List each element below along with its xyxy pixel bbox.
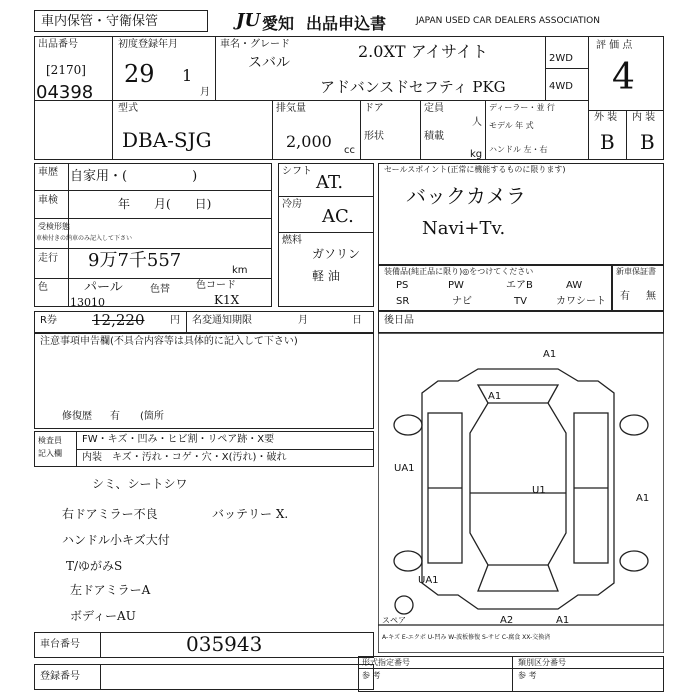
note-line-4: T/ゆがみS bbox=[66, 559, 123, 573]
equip-aw: AW bbox=[566, 280, 583, 291]
make-name: スバル bbox=[248, 55, 290, 71]
insurance-no: 無 bbox=[646, 291, 656, 302]
reg-month-unit: 月 bbox=[200, 87, 210, 98]
equip-navi: ナビ bbox=[452, 296, 472, 307]
color-code-label: 色コード bbox=[196, 280, 236, 291]
ext-grade: B bbox=[600, 130, 615, 154]
equip-airbag: エアB bbox=[506, 280, 533, 291]
selling-grid bbox=[378, 163, 664, 265]
load-label: 積載 bbox=[424, 131, 444, 142]
form-title: 出品申込書 bbox=[306, 14, 387, 33]
ac-value: AC. bbox=[322, 206, 354, 227]
diagram-label-a1-top: A1 bbox=[543, 349, 557, 360]
footer-ref-left: 参 考 bbox=[362, 671, 381, 680]
fuel-gasoline: ガソリン bbox=[312, 247, 361, 261]
registration-label: 登録番号 bbox=[40, 671, 80, 682]
color-value: パール bbox=[84, 280, 123, 295]
battery-note: バッテリー X. bbox=[212, 507, 289, 521]
back-label: 後日品 bbox=[384, 315, 414, 326]
chassis-value: 035943 bbox=[186, 632, 263, 656]
ext-label: 外 装 bbox=[594, 112, 618, 123]
inspection-label: 車検 bbox=[38, 195, 58, 206]
mileage-unit: km bbox=[232, 265, 248, 276]
insurance-yes: 有 bbox=[620, 291, 630, 302]
displacement-label: 排気量 bbox=[276, 103, 306, 114]
diagram-legend: A-キズ E-エクボ U-凹み W-波板修復 S-サビ C-腐食 XX-交換済 bbox=[382, 634, 551, 641]
type-value: DBA-SJG bbox=[122, 128, 212, 152]
diagram-label-a2: A2 bbox=[500, 615, 514, 626]
history-label: 車歴 bbox=[38, 167, 58, 178]
footer-ref-right: 参 考 bbox=[518, 671, 537, 680]
grade-name: 2.0XT アイサイト bbox=[358, 42, 489, 61]
int-label: 内 装 bbox=[632, 112, 656, 123]
inspection-value: 年 月( 日) bbox=[118, 197, 212, 211]
load-unit: kg bbox=[470, 149, 483, 160]
diagram-label-a1-right: A1 bbox=[636, 493, 650, 504]
repair-place: (箇所 bbox=[140, 411, 164, 422]
inspector-row2: キズ・汚れ・コゲ・穴・X(汚れ)・破れ bbox=[112, 452, 287, 463]
diagram-label-a1-front: A1 bbox=[488, 391, 502, 402]
chassis-label: 車台番号 bbox=[40, 639, 80, 650]
form-subtitle: JAPAN USED CAR DEALERS ASSOCIATION bbox=[416, 16, 600, 26]
dealer-label: ディーラー・並 行 bbox=[489, 103, 555, 112]
note-line-5: 左ドアミラーA bbox=[70, 583, 151, 597]
inspector-label: 検査員 記入欄 bbox=[38, 436, 62, 458]
inspector-row1: FW・キズ・凹み・ヒビ割・リペア跡・X要 bbox=[82, 434, 275, 445]
grade-name-2: アドバンスドセフティ PKG bbox=[320, 78, 506, 96]
capacity-label: 定員 bbox=[424, 103, 444, 114]
history-value: 自家用・( ) bbox=[70, 169, 198, 184]
repair-value: 有 bbox=[110, 411, 120, 422]
diagram-label-ua1-left: UA1 bbox=[394, 463, 415, 474]
recycle-unit: 円 bbox=[170, 315, 180, 326]
selling-line1: バックカメラ bbox=[406, 184, 526, 208]
selling-label: セールスポイント(正常に機能するものに限ります) bbox=[384, 165, 566, 174]
displacement-value: 2,000 bbox=[286, 132, 332, 151]
storage-banner-text: 車内保管・守衛保管 bbox=[41, 14, 159, 29]
equipment-label: 装備品(純正品に限り)◎をつけてください bbox=[384, 267, 534, 276]
receipt-label: 受検形態 bbox=[38, 222, 70, 231]
door-label: ドア bbox=[364, 103, 384, 114]
note-line-1: シミ、シートシワ bbox=[92, 477, 188, 491]
diagram-label-ua1-rear: UA1 bbox=[418, 575, 439, 586]
type-label: 型式 bbox=[118, 103, 138, 114]
equip-leather: カワシート bbox=[556, 296, 606, 307]
org-name: 愛知 bbox=[262, 14, 295, 33]
registration-grid bbox=[34, 664, 374, 690]
notes-label: 注意事項申告欄(不具合内容等は具体的に記入して下さい) bbox=[40, 336, 298, 347]
lot-sub: [2170] bbox=[46, 63, 86, 77]
diagram-label-a1-rear: A1 bbox=[556, 615, 570, 626]
storage-banner bbox=[34, 10, 208, 32]
color-code: K1X bbox=[214, 293, 240, 307]
ju-logo: JU bbox=[236, 10, 261, 31]
ac-label: 冷房 bbox=[282, 199, 302, 210]
note-line-6: ボディーAU bbox=[70, 609, 136, 623]
model-year-label: モデル 年 式 bbox=[489, 121, 534, 130]
color-label: 色 bbox=[38, 282, 48, 293]
footer-type-label: 形式指定番号 bbox=[362, 658, 410, 667]
name-change-day: 日 bbox=[352, 315, 362, 326]
selling-line2: Navi+Tv. bbox=[422, 218, 506, 239]
name-change-month: 月 bbox=[298, 315, 308, 326]
repair-label: 修復歴 bbox=[62, 411, 92, 422]
shift-label: シフト bbox=[282, 166, 312, 177]
lot-number: 04398 bbox=[36, 82, 94, 103]
fuel-label: 燃料 bbox=[282, 235, 302, 246]
reg-year: 29 bbox=[124, 60, 155, 88]
score-value: 4 bbox=[612, 57, 635, 98]
name-change-label: 名変通知期限 bbox=[192, 315, 252, 326]
fuel-diesel: 軽 油 bbox=[312, 269, 340, 283]
back-grid bbox=[378, 311, 664, 333]
model-label: 車名・グレード bbox=[220, 39, 290, 50]
mileage-label: 走行 bbox=[38, 253, 58, 264]
displacement-unit: cc bbox=[344, 145, 355, 156]
diagram-label-spare: スペア bbox=[382, 616, 406, 625]
drive-4wd: 4WD bbox=[549, 81, 573, 92]
int-grade: B bbox=[640, 130, 655, 154]
shape-label: 形状 bbox=[364, 131, 384, 142]
shift-value: AT. bbox=[316, 172, 344, 193]
mileage-value: 9万7千557 bbox=[88, 250, 182, 271]
inspector-row2-label: 内装 bbox=[82, 452, 102, 463]
footer-class-label: 類別区分番号 bbox=[518, 658, 566, 667]
lot-label: 出品番号 bbox=[38, 39, 78, 50]
insurance-label: 新車保証書 bbox=[616, 267, 656, 276]
receipt-note: 車検付きの納車のみ記入して下さい bbox=[36, 235, 133, 242]
reg-month: 1 bbox=[182, 66, 193, 85]
color-swap-label: 色替 bbox=[150, 284, 170, 295]
score-label: 評 価 点 bbox=[596, 40, 633, 51]
recycle-label: R券 bbox=[40, 315, 57, 326]
equip-pw: PW bbox=[448, 280, 464, 291]
color-code-note: 13010 bbox=[70, 296, 105, 309]
equip-tv: TV bbox=[514, 296, 527, 307]
note-line-3: ハンドル小キズ大付 bbox=[62, 533, 170, 547]
equip-ps: PS bbox=[396, 280, 409, 291]
equip-sr: SR bbox=[396, 296, 410, 307]
drive-2wd: 2WD bbox=[549, 53, 573, 64]
handle-label: ハンドル 左・右 bbox=[489, 145, 548, 154]
diagram-label-u1-center: U1 bbox=[532, 485, 546, 496]
car-damage-diagram bbox=[378, 333, 664, 653]
reg-year-label: 初度登録年月 bbox=[118, 39, 178, 50]
capacity-unit: 人 bbox=[472, 117, 482, 128]
recycle-value: 12,220 bbox=[92, 311, 145, 329]
note-line-2: 右ドアミラー不良 bbox=[62, 507, 158, 521]
